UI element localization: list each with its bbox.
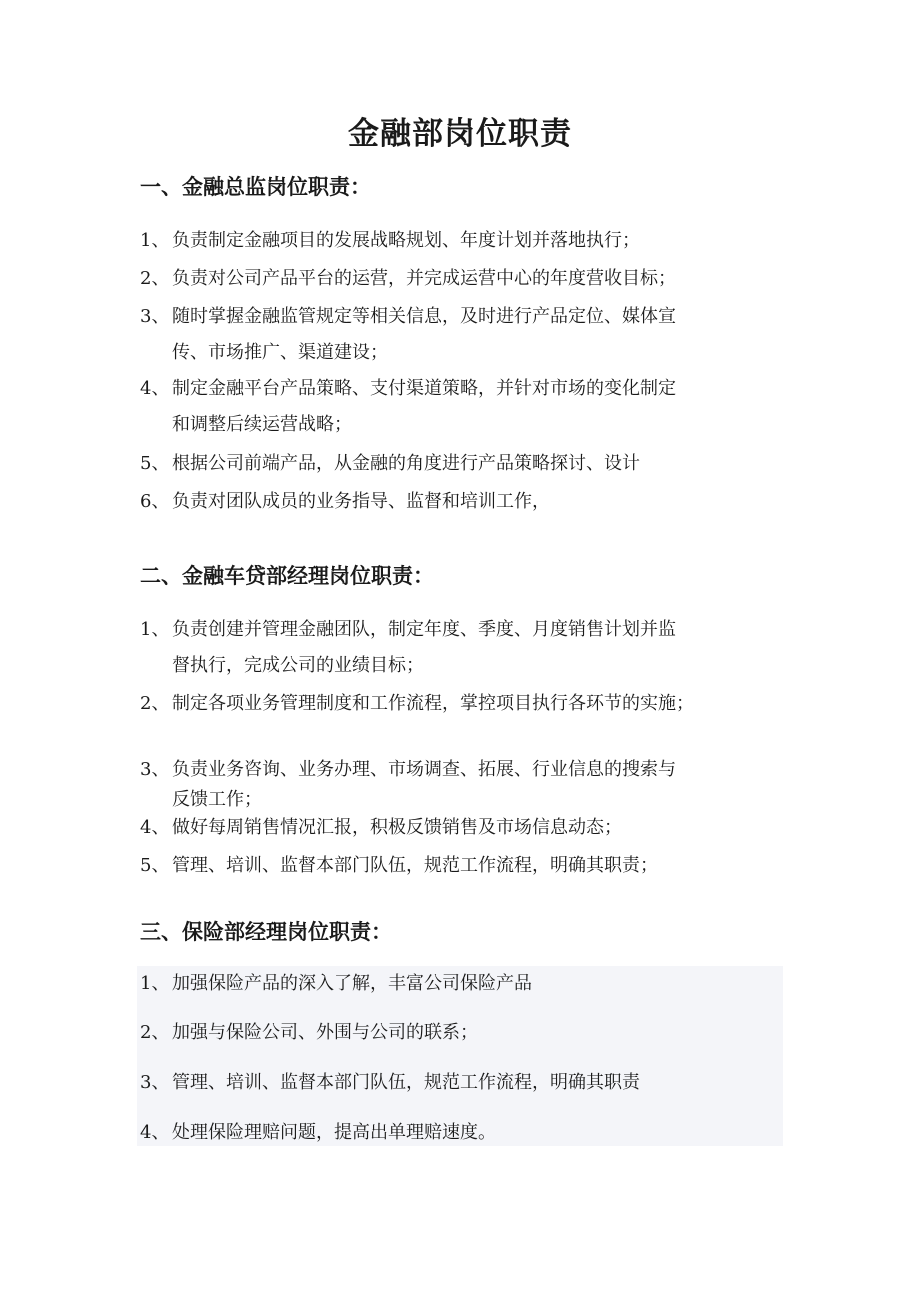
item-number: 1、 bbox=[140, 973, 170, 994]
item-text: 负责创建并管理金融团队，制定年度、季度、月度销售计划并监 bbox=[172, 619, 676, 640]
list-item bbox=[140, 1115, 496, 1151]
item-text-continuation: 督执行，完成公司的业绩目标； bbox=[172, 655, 424, 676]
item-number: 3、 bbox=[140, 306, 170, 327]
item-text: 随时掌握金融监管规定等相关信息，及时进行产品定位、媒体宣 bbox=[172, 306, 676, 327]
item-number: 2、 bbox=[140, 693, 170, 714]
item-number: 2、 bbox=[140, 1022, 170, 1043]
item-text: 制定各项业务管理制度和工作流程，掌控项目执行各环节的实施； bbox=[172, 693, 694, 714]
item-text: 做好每周销售情况汇报，积极反馈销售及市场信息动态； bbox=[172, 817, 622, 838]
list-item bbox=[140, 966, 532, 1002]
list-item bbox=[140, 446, 800, 482]
item-text: 管理、培训、监督本部门队伍，规范工作流程，明确其职责； bbox=[172, 855, 658, 876]
section-heading-finance-director: 一、金融总监岗位职责： bbox=[140, 175, 371, 199]
section-heading-insurance-manager: 三、保险部经理岗位职责： bbox=[140, 920, 392, 944]
item-text: 处理保险理赔问题，提高出单理赔速度。 bbox=[172, 1122, 496, 1143]
item-number: 1、 bbox=[140, 230, 170, 251]
item-text-continuation: 反馈工作； bbox=[172, 789, 262, 810]
item-number: 2、 bbox=[140, 268, 170, 289]
item-text: 负责业务咨询、业务办理、市场调查、拓展、行业信息的搜索与 bbox=[172, 759, 676, 780]
list-item bbox=[140, 223, 800, 259]
item-number: 6、 bbox=[140, 491, 170, 512]
item-number: 4、 bbox=[140, 378, 170, 399]
list-item bbox=[140, 752, 800, 810]
item-number: 3、 bbox=[140, 759, 170, 780]
list-item bbox=[140, 371, 800, 435]
item-number: 4、 bbox=[140, 1122, 170, 1143]
item-text-continuation: 和调整后续运营战略； bbox=[172, 414, 352, 435]
list-item bbox=[140, 848, 800, 884]
document-title: 金融部岗位职责 bbox=[348, 116, 572, 152]
item-text: 负责制定金融项目的发展战略规划、年度计划并落地执行； bbox=[172, 230, 640, 251]
section-heading-car-loan-manager: 二、金融车贷部经理岗位职责： bbox=[140, 564, 434, 588]
list-item bbox=[140, 810, 800, 846]
item-text: 加强与保险公司、外围与公司的联系； bbox=[172, 1022, 478, 1043]
item-number: 4、 bbox=[140, 817, 170, 838]
item-number: 1、 bbox=[140, 619, 170, 640]
item-text: 负责对公司产品平台的运营，并完成运营中心的年度营收目标； bbox=[172, 268, 676, 289]
list-item bbox=[140, 261, 800, 297]
list-item bbox=[140, 612, 800, 676]
item-number: 3、 bbox=[140, 1072, 170, 1093]
list-item bbox=[140, 1015, 478, 1051]
item-text: 制定金融平台产品策略、支付渠道策略，并针对市场的变化制定 bbox=[172, 378, 676, 399]
list-item bbox=[140, 1065, 640, 1101]
item-text: 加强保险产品的深入了解，丰富公司保险产品 bbox=[172, 973, 532, 994]
list-item bbox=[140, 686, 800, 722]
item-text: 根据公司前端产品，从金融的角度进行产品策略探讨、设计 bbox=[172, 453, 640, 474]
item-number: 5、 bbox=[140, 855, 170, 876]
list-item bbox=[140, 299, 800, 363]
item-text-continuation: 传、市场推广、渠道建设； bbox=[172, 342, 388, 363]
list-item bbox=[140, 484, 800, 520]
item-number: 5、 bbox=[140, 453, 170, 474]
item-text: 负责对团队成员的业务指导、监督和培训工作， bbox=[172, 491, 550, 512]
item-text: 管理、培训、监督本部门队伍，规范工作流程，明确其职责 bbox=[172, 1072, 640, 1093]
